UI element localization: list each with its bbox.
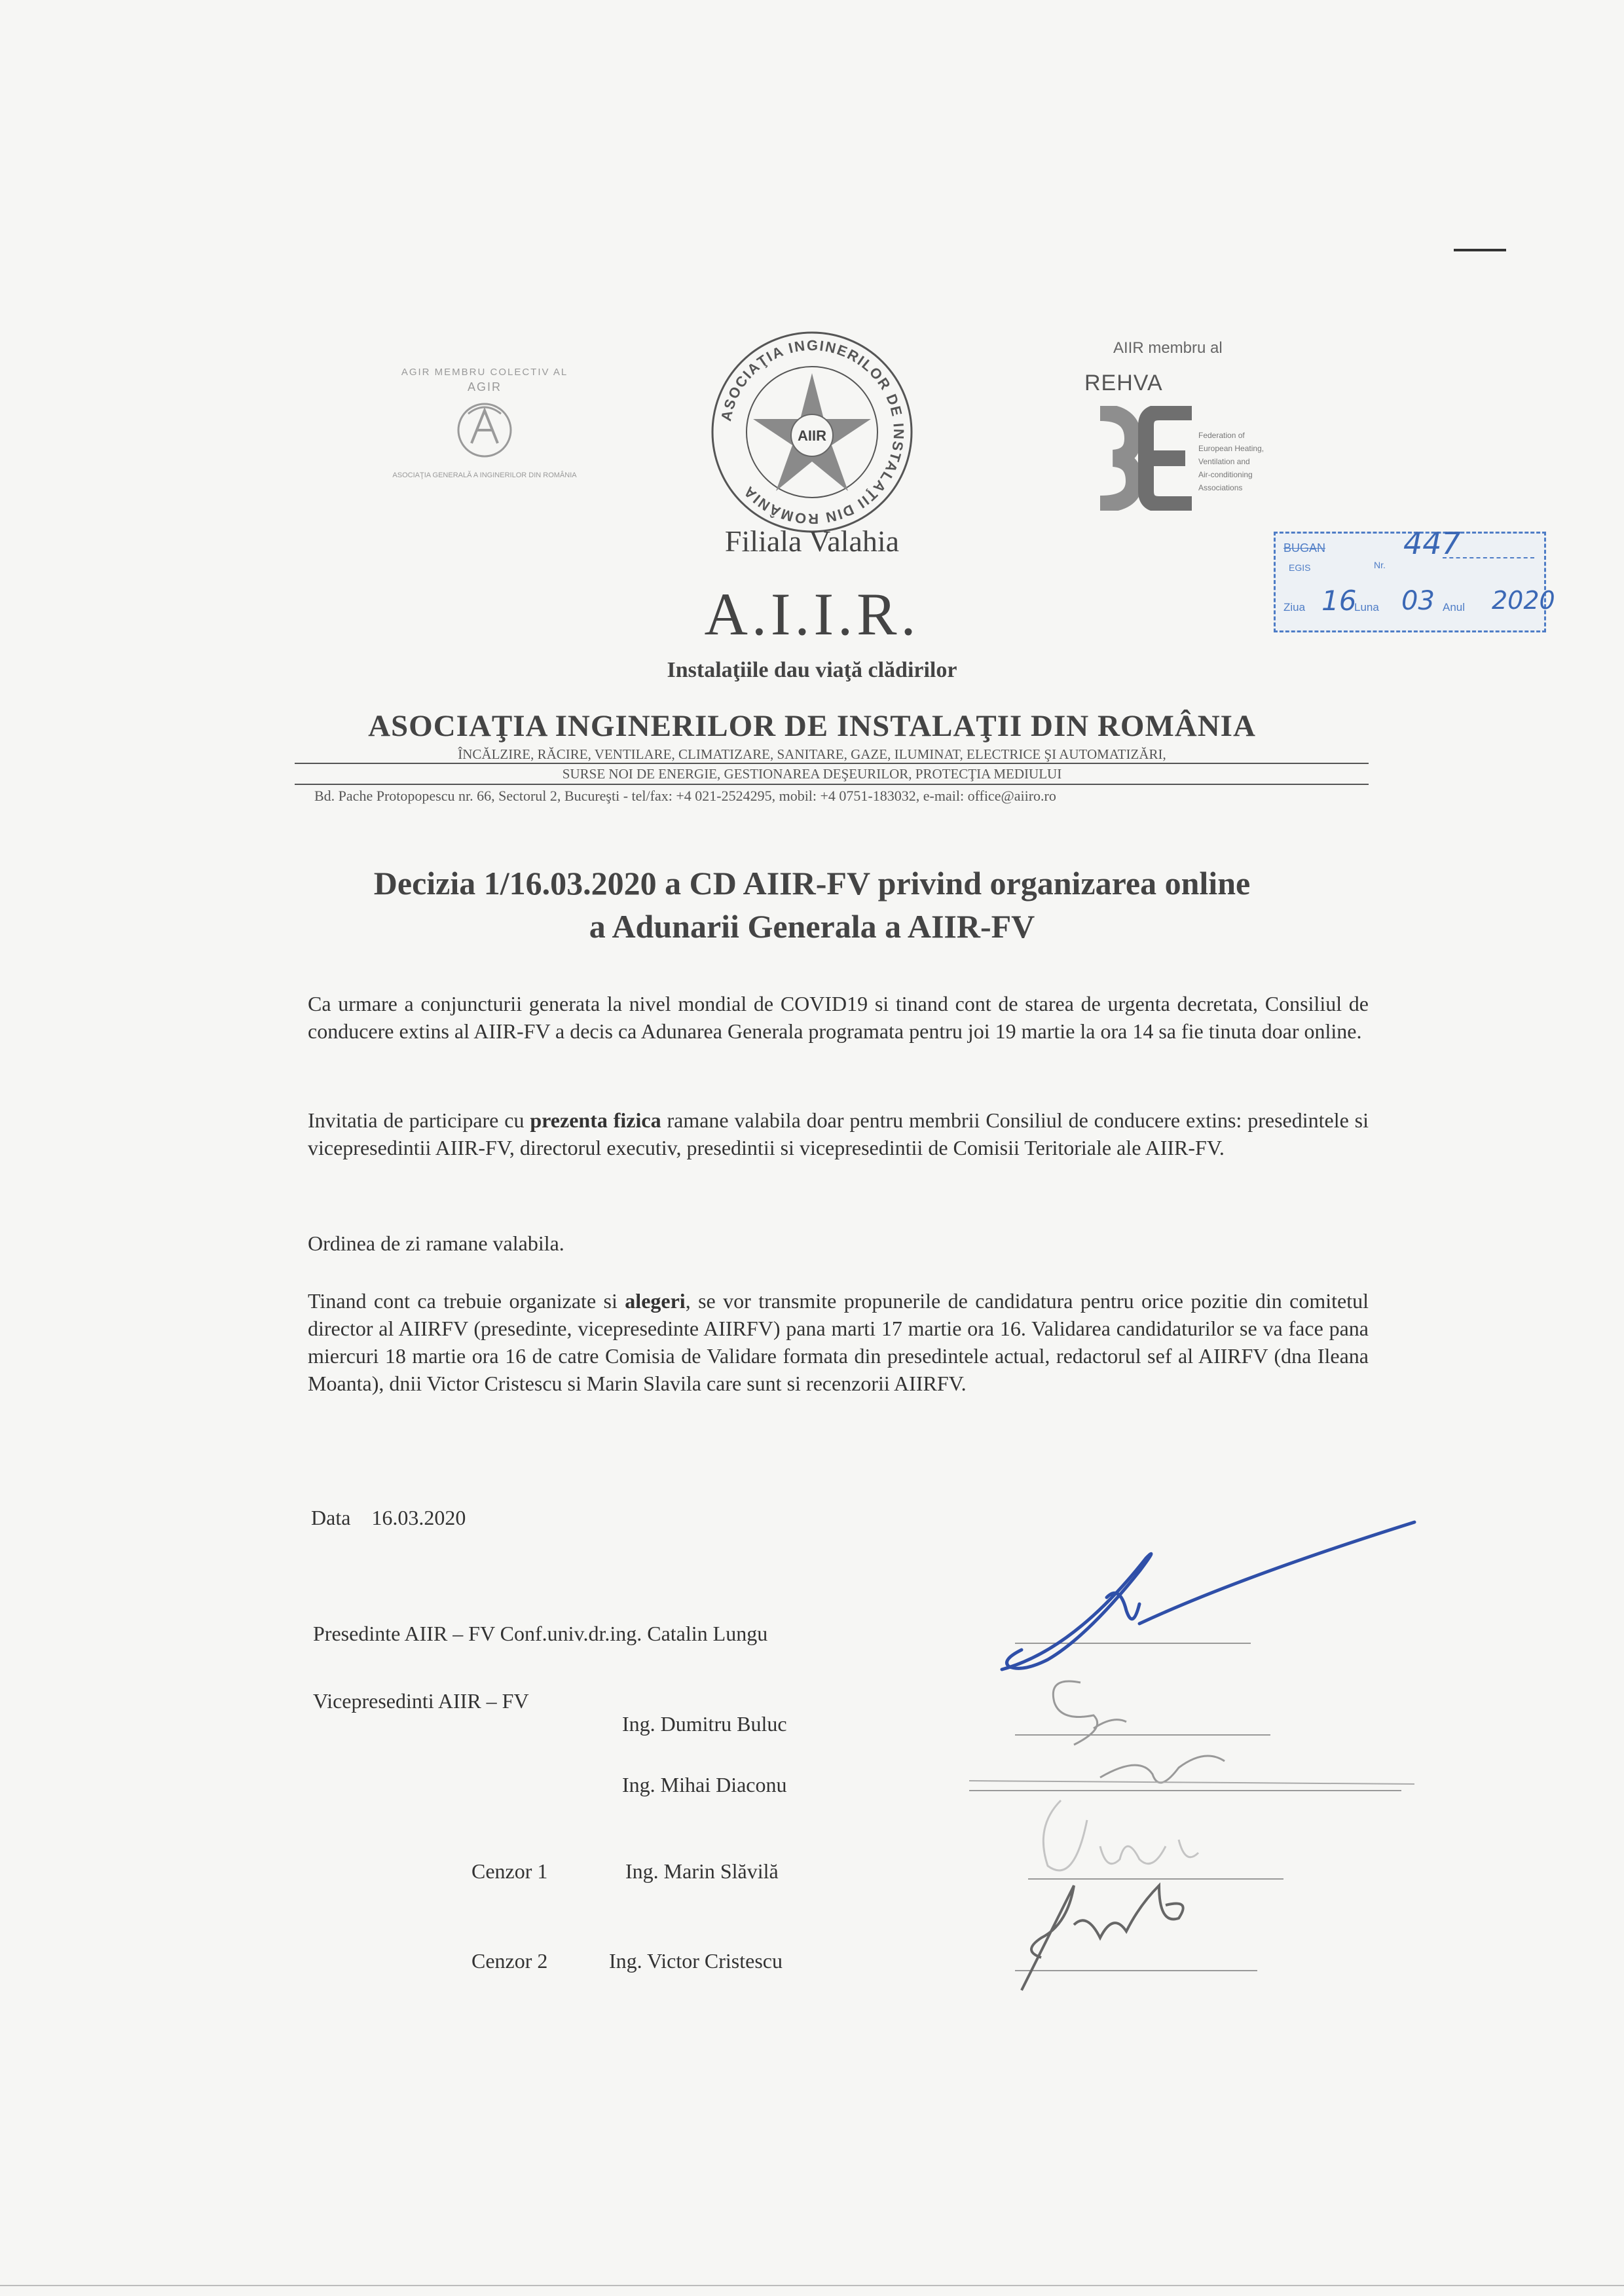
paragraph-3: Ordinea de zi ramane valabila. <box>308 1231 564 1255</box>
paragraph-2 <box>308 1106 1369 1161</box>
agir-logo <box>367 367 602 480</box>
stamp-day-label: Ziua <box>1283 601 1306 613</box>
contact-address: Bd. Pache Protopopescu nr. 66, Sectorul 2, Bucureşti - tel/fax: +4 021-2524295, mobil: +4 0751-183032, e-mail: office@aiiro.ro <box>314 788 1056 804</box>
paragraph-2-emphasis: prezenta fizica <box>530 1108 661 1132</box>
paragraph-1: Ca urmare a conjuncturii generata la nivel mondial de COVID19 si tinand cont de starea de urgenta decretata, Consiliul de conducere extins al AIIR-FV a decis ca Adunarea Generala programata pentru joi 19 martie la ora 14 sa fie tinuta doar online. <box>308 992 1369 1043</box>
date-value: 16.03.2020 <box>371 1506 466 1529</box>
divider <box>295 763 1369 764</box>
center-initials: AIIR <box>798 428 826 444</box>
date-label: Data <box>311 1506 351 1529</box>
stamp-day: 16 <box>1321 585 1357 617</box>
stamp-month: 03 <box>1401 586 1435 616</box>
paragraph-4-text: Tinand cont ca trebuie organizate si <box>308 1289 625 1313</box>
association-name: ASOCIAŢIA INGINERILOR DE INSTALAŢII DIN ROMÂNIA <box>368 709 1256 743</box>
filiala-name: Filiala Valahia <box>724 524 900 558</box>
paragraph-4 <box>308 1287 1369 1397</box>
rehva-caption: AIIR membru al <box>1113 339 1223 357</box>
document-title-line-1: Decizia 1/16.03.2020 a CD AIIR-FV privind organizarea online <box>373 865 1251 902</box>
president-signatory: Presedinte AIIR – FV Conf.univ.dr.ing. Catalin Lungu <box>313 1622 768 1645</box>
document-title-line-2: a Adunarii Generala a AIIR-FV <box>589 908 1035 945</box>
scan-mark <box>1454 249 1506 251</box>
document-date <box>311 1506 466 1530</box>
rehva-desc-line: Associations <box>1198 483 1243 492</box>
stamp-year: 2020 <box>1492 586 1555 615</box>
rehva-desc-line: Federation of <box>1198 431 1245 440</box>
rehva-desc-line: European Heating, <box>1198 444 1264 453</box>
censor-1-name: Ing. Marin Slăvilă <box>625 1859 779 1883</box>
acronym: A.I.I.R. <box>704 581 920 647</box>
paragraph-4-text: , se vor transmite propunerile de candidatura pentru orice pozitie din comitetul director al AIIRFV (presedinte, vicepresedinte AIIRFV) pana marti 17 martie ora 16. Validarea candidaturilor se va face pana miercuri 18 martie ora 16 de catre Comisia de Validare formata din presedintele actual, redactorul sef al AIIRFV (dna Ileana Moanta), dnii Victor Cristescu si Marin Slavila care sunt si recenzorii AIIRFV. <box>308 1289 1369 1395</box>
divider <box>295 784 1369 785</box>
stamp-month-label: Luna <box>1354 601 1379 613</box>
agir-name: AGIR <box>467 380 502 393</box>
domains-line-2: SURSE NOI DE ENERGIE, GESTIONAREA DEŞEURILOR, PROTECŢIA MEDIULUI <box>562 766 1062 782</box>
paragraph-2-text: Invitatia de participare cu <box>308 1108 530 1132</box>
page-edge <box>0 2285 1624 2286</box>
paragraph-2-text: ramane valabila doar pentru membrii Consiliul de conducere extins: presedintele si vicepresedintii AIIR-FV, directorul executiv, presedintii si vicepresedintii de Comisii Teritoriale ale AIIR-FV. <box>308 1108 1369 1159</box>
rehva-desc-line: Ventilation and <box>1198 457 1250 466</box>
registration-stamp-icon <box>1274 526 1555 632</box>
rehva-description <box>1198 429 1264 494</box>
stamp-nr-label: Nr. <box>1374 560 1386 570</box>
rehva-name: REHVA <box>1084 371 1163 395</box>
stamp-label: EGIS <box>1289 562 1311 573</box>
vice-presidents-label: Vicepresedinti AIIR – FV <box>313 1689 529 1713</box>
stamp-number: 447 <box>1403 526 1461 561</box>
stamp-label: BUGAN <box>1283 541 1326 555</box>
signature-icon <box>943 1519 1441 2030</box>
paragraph-4-emphasis: alegeri <box>625 1289 686 1313</box>
agir-caption-bottom: ASOCIAŢIA GENERALĂ A INGINERILOR DIN ROMÂNIA <box>392 471 577 479</box>
rehva-desc-line: Air-conditioning <box>1198 470 1253 479</box>
motto: Instalaţiile dau viaţă clădirilor <box>667 658 957 682</box>
vice-president-1: Ing. Dumitru Buluc <box>622 1712 787 1736</box>
rehva-logo-icon <box>1087 406 1198 511</box>
agir-logo-icon <box>445 394 524 466</box>
censor-2-name: Ing. Victor Cristescu <box>609 1949 783 1973</box>
agir-caption-top: AGIR MEMBRU COLECTIV AL <box>401 367 568 378</box>
aiir-logo-icon <box>707 327 917 537</box>
censor-2-label: Cenzor 2 <box>471 1949 548 1973</box>
stamp-year-label: Anul <box>1443 601 1466 613</box>
domains-line-1: ÎNCĂLZIRE, RĂCIRE, VENTILARE, CLIMATIZARE, SANITARE, GAZE, ILUMINAT, ELECTRICE ŞI AUTOMATIZĂRI, <box>458 746 1166 762</box>
vice-president-2: Ing. Mihai Diaconu <box>622 1773 787 1796</box>
censor-1-label: Cenzor 1 <box>471 1859 548 1883</box>
ring-text: ASOCIAŢIA INGINERILOR DE INSTALAŢII DIN ROMÂNIA <box>718 337 908 528</box>
